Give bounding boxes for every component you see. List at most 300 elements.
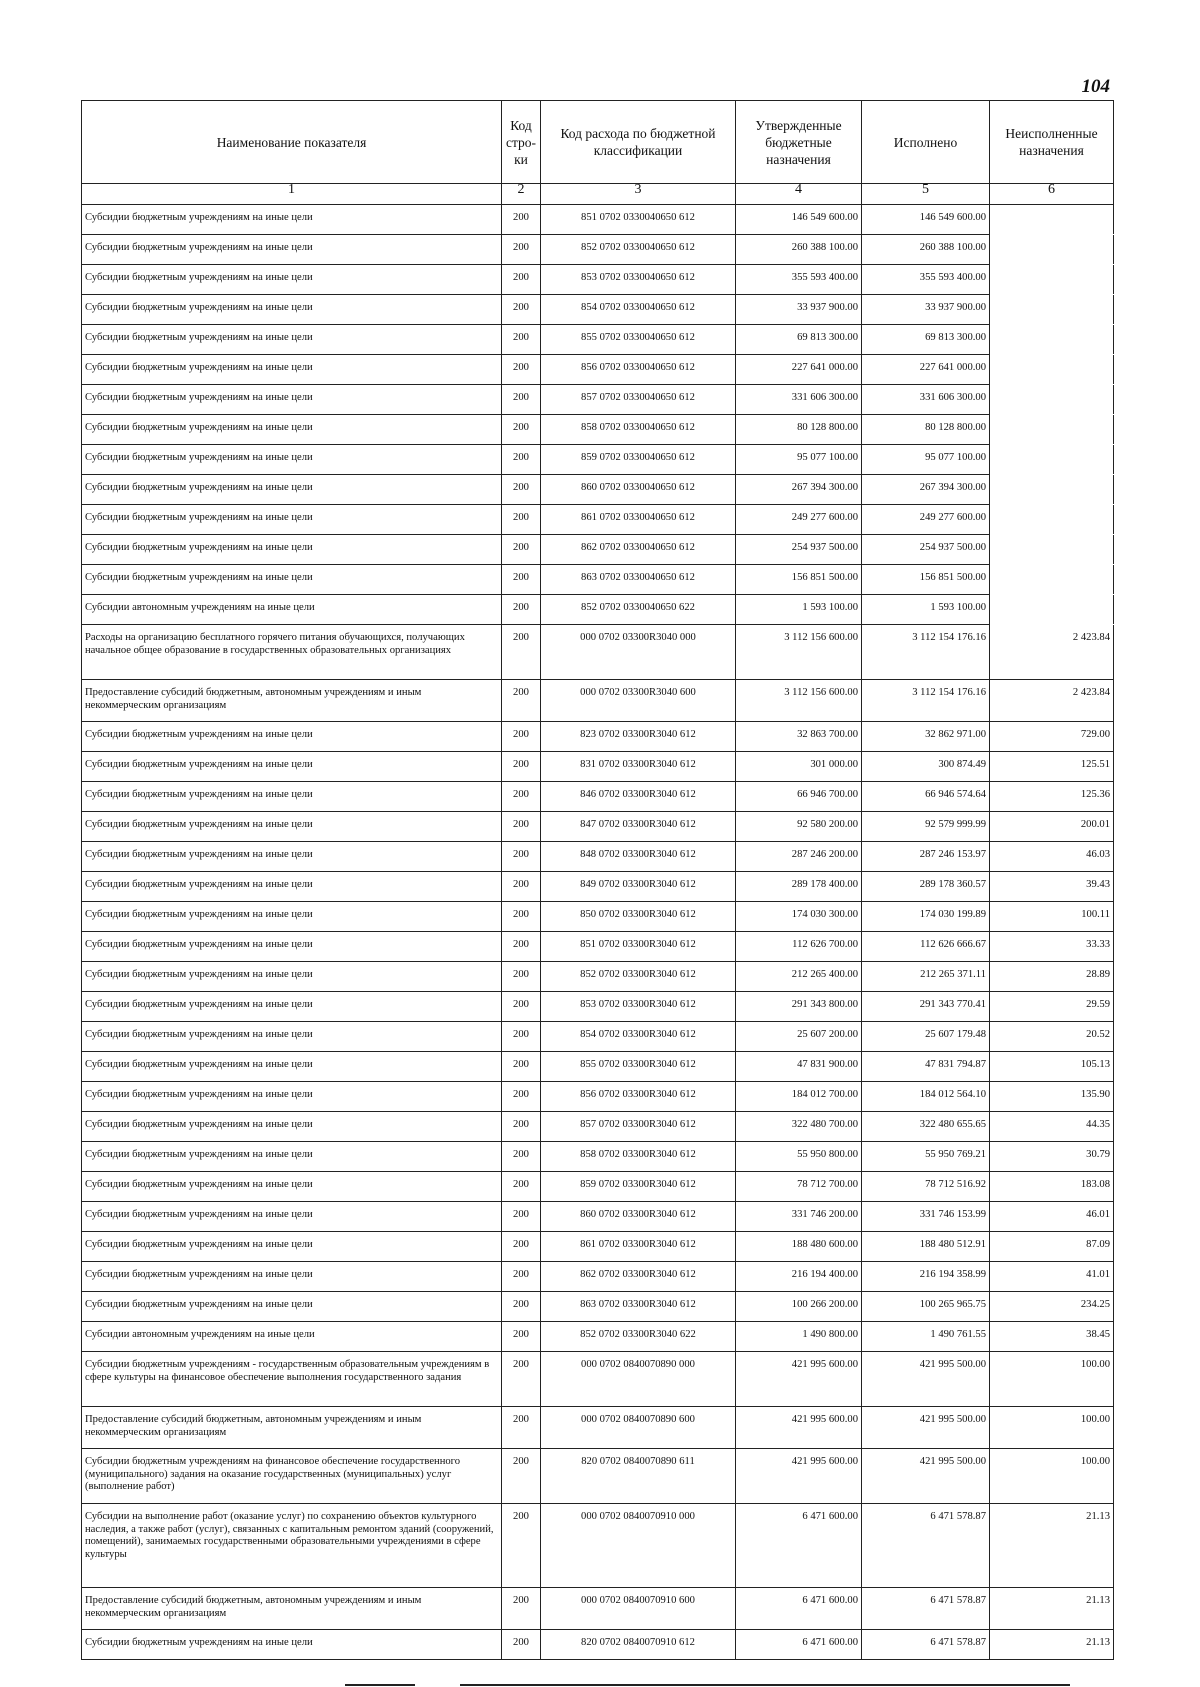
table-row bbox=[82, 595, 1114, 625]
row-executed-cell: 32 862 971.00 bbox=[862, 722, 990, 752]
table-row bbox=[82, 265, 1114, 295]
row-approved-cell: 331 606 300.00 bbox=[736, 385, 862, 415]
row-executed-cell: 287 246 153.97 bbox=[862, 842, 990, 872]
row-unexecuted-cell: 33.33 bbox=[990, 932, 1114, 962]
row-unexecuted-cell: 100.00 bbox=[990, 1449, 1114, 1504]
row-line-code-cell: 200 bbox=[502, 295, 541, 325]
row-executed-cell: 55 950 769.21 bbox=[862, 1142, 990, 1172]
row-executed-cell: 3 112 154 176.16 bbox=[862, 680, 990, 722]
row-approved-cell: 421 995 600.00 bbox=[736, 1352, 862, 1407]
table-row bbox=[82, 1630, 1114, 1660]
row-expense-code-cell: 860 0702 0330040650 612 bbox=[541, 475, 736, 505]
row-expense-code-cell: 852 0702 0330040650 622 bbox=[541, 595, 736, 625]
row-expense-code-cell: 855 0702 0330040650 612 bbox=[541, 325, 736, 355]
row-unexecuted-cell: 46.01 bbox=[990, 1202, 1114, 1232]
row-unexecuted-cell bbox=[990, 535, 1114, 565]
row-unexecuted-cell: 2 423.84 bbox=[990, 625, 1114, 680]
row-executed-cell: 33 937 900.00 bbox=[862, 295, 990, 325]
row-executed-cell: 25 607 179.48 bbox=[862, 1022, 990, 1052]
row-executed-cell: 355 593 400.00 bbox=[862, 265, 990, 295]
row-name-cell: Субсидии бюджетным учреждениям на иные цели bbox=[82, 1202, 502, 1232]
row-expense-code-cell: 858 0702 03300R3040 612 bbox=[541, 1142, 736, 1172]
row-approved-cell: 80 128 800.00 bbox=[736, 415, 862, 445]
header-executed: Исполнено bbox=[862, 101, 990, 184]
row-expense-code-cell: 854 0702 03300R3040 612 bbox=[541, 1022, 736, 1052]
row-expense-code-cell: 862 0702 03300R3040 612 bbox=[541, 1262, 736, 1292]
row-approved-cell: 100 266 200.00 bbox=[736, 1292, 862, 1322]
row-unexecuted-cell: 100.11 bbox=[990, 902, 1114, 932]
row-name-cell: Субсидии бюджетным учреждениям на финансовое обеспечение государственного (муниципального) задания на оказание государственных (муниципальных) услуг (выполнение работ) bbox=[82, 1449, 502, 1504]
row-approved-cell: 33 937 900.00 bbox=[736, 295, 862, 325]
table-row bbox=[82, 205, 1114, 235]
row-approved-cell: 291 343 800.00 bbox=[736, 992, 862, 1022]
row-unexecuted-cell: 20.52 bbox=[990, 1022, 1114, 1052]
row-line-code-cell: 200 bbox=[502, 1202, 541, 1232]
row-approved-cell: 69 813 300.00 bbox=[736, 325, 862, 355]
row-unexecuted-cell: 41.01 bbox=[990, 1262, 1114, 1292]
row-expense-code-cell: 852 0702 0330040650 612 bbox=[541, 235, 736, 265]
row-approved-cell: 146 549 600.00 bbox=[736, 205, 862, 235]
row-line-code-cell: 200 bbox=[502, 1504, 541, 1588]
table-row bbox=[82, 1292, 1114, 1322]
row-line-code-cell: 200 bbox=[502, 1172, 541, 1202]
row-name-cell: Субсидии бюджетным учреждениям - государственным образовательным учреждениям в сфере культуры на финансовое обеспечение выполнения государственного задания bbox=[82, 1352, 502, 1407]
row-expense-code-cell: 000 0702 03300R3040 000 bbox=[541, 625, 736, 680]
row-expense-code-cell: 862 0702 0330040650 612 bbox=[541, 535, 736, 565]
row-name-cell: Субсидии бюджетным учреждениям на иные цели bbox=[82, 1262, 502, 1292]
row-executed-cell: 267 394 300.00 bbox=[862, 475, 990, 505]
row-approved-cell: 216 194 400.00 bbox=[736, 1262, 862, 1292]
row-approved-cell: 6 471 600.00 bbox=[736, 1504, 862, 1588]
row-expense-code-cell: 859 0702 03300R3040 612 bbox=[541, 1172, 736, 1202]
row-expense-code-cell: 853 0702 03300R3040 612 bbox=[541, 992, 736, 1022]
table-row bbox=[82, 1322, 1114, 1352]
row-line-code-cell: 200 bbox=[502, 1407, 541, 1449]
row-line-code-cell: 200 bbox=[502, 752, 541, 782]
row-executed-cell: 80 128 800.00 bbox=[862, 415, 990, 445]
row-unexecuted-cell: 125.36 bbox=[990, 782, 1114, 812]
table-row bbox=[82, 680, 1114, 722]
row-line-code-cell: 200 bbox=[502, 415, 541, 445]
table-row bbox=[82, 625, 1114, 680]
row-name-cell: Субсидии бюджетным учреждениям на иные цели bbox=[82, 325, 502, 355]
row-executed-cell: 291 343 770.41 bbox=[862, 992, 990, 1022]
row-line-code-cell: 200 bbox=[502, 325, 541, 355]
row-line-code-cell: 200 bbox=[502, 932, 541, 962]
row-approved-cell: 322 480 700.00 bbox=[736, 1112, 862, 1142]
row-expense-code-cell: 852 0702 03300R3040 612 bbox=[541, 962, 736, 992]
row-line-code-cell: 200 bbox=[502, 962, 541, 992]
row-expense-code-cell: 000 0702 0840070890 000 bbox=[541, 1352, 736, 1407]
table-header-row bbox=[82, 101, 1114, 184]
row-executed-cell: 100 265 965.75 bbox=[862, 1292, 990, 1322]
row-line-code-cell: 200 bbox=[502, 1262, 541, 1292]
row-approved-cell: 156 851 500.00 bbox=[736, 565, 862, 595]
table-row bbox=[82, 1407, 1114, 1449]
column-number: 5 bbox=[862, 184, 990, 205]
row-expense-code-cell: 849 0702 03300R3040 612 bbox=[541, 872, 736, 902]
row-expense-code-cell: 820 0702 0840070890 611 bbox=[541, 1449, 736, 1504]
row-unexecuted-cell: 21.13 bbox=[990, 1630, 1114, 1660]
row-line-code-cell: 200 bbox=[502, 1052, 541, 1082]
header-line-code: Код стро-ки bbox=[502, 101, 541, 184]
budget-execution-table bbox=[81, 100, 1114, 1660]
row-unexecuted-cell: 729.00 bbox=[990, 722, 1114, 752]
row-expense-code-cell: 856 0702 0330040650 612 bbox=[541, 355, 736, 385]
row-executed-cell: 249 277 600.00 bbox=[862, 505, 990, 535]
row-name-cell: Субсидии бюджетным учреждениям на иные цели bbox=[82, 205, 502, 235]
row-name-cell: Субсидии бюджетным учреждениям на иные цели bbox=[82, 295, 502, 325]
row-executed-cell: 156 851 500.00 bbox=[862, 565, 990, 595]
row-name-cell: Субсидии на выполнение работ (оказание услуг) по сохранению объектов культурного наследия, а также работ (услуг), связанных с капитальным ремонтом зданий (сооружений, помещений), занимаемых государственными образовательными учреждениями в сфере культуры bbox=[82, 1504, 502, 1588]
row-approved-cell: 355 593 400.00 bbox=[736, 265, 862, 295]
row-executed-cell: 6 471 578.87 bbox=[862, 1504, 990, 1588]
row-expense-code-cell: 823 0702 03300R3040 612 bbox=[541, 722, 736, 752]
scan-artifact-line bbox=[345, 1684, 415, 1686]
table-row bbox=[82, 782, 1114, 812]
row-name-cell: Субсидии бюджетным учреждениям на иные цели bbox=[82, 1292, 502, 1322]
row-executed-cell: 66 946 574.64 bbox=[862, 782, 990, 812]
row-executed-cell: 260 388 100.00 bbox=[862, 235, 990, 265]
row-unexecuted-cell: 100.00 bbox=[990, 1407, 1114, 1449]
table-row bbox=[82, 295, 1114, 325]
row-name-cell: Предоставление субсидий бюджетным, автономным учреждениям и иным некоммерческим организациям bbox=[82, 680, 502, 722]
row-executed-cell: 92 579 999.99 bbox=[862, 812, 990, 842]
row-line-code-cell: 200 bbox=[502, 1082, 541, 1112]
column-number-row bbox=[82, 184, 1114, 205]
row-line-code-cell: 200 bbox=[502, 782, 541, 812]
row-line-code-cell: 200 bbox=[502, 992, 541, 1022]
table-row bbox=[82, 505, 1114, 535]
row-approved-cell: 421 995 600.00 bbox=[736, 1449, 862, 1504]
table-row bbox=[82, 475, 1114, 505]
row-line-code-cell: 200 bbox=[502, 1232, 541, 1262]
table-row bbox=[82, 1352, 1114, 1407]
row-unexecuted-cell: 87.09 bbox=[990, 1232, 1114, 1262]
row-name-cell: Субсидии бюджетным учреждениям на иные цели bbox=[82, 1630, 502, 1660]
row-line-code-cell: 200 bbox=[502, 535, 541, 565]
row-name-cell: Предоставление субсидий бюджетным, автономным учреждениям и иным некоммерческим организациям bbox=[82, 1407, 502, 1449]
row-line-code-cell: 200 bbox=[502, 872, 541, 902]
row-unexecuted-cell bbox=[990, 415, 1114, 445]
row-unexecuted-cell bbox=[990, 505, 1114, 535]
row-unexecuted-cell: 234.25 bbox=[990, 1292, 1114, 1322]
row-unexecuted-cell: 44.35 bbox=[990, 1112, 1114, 1142]
table-row bbox=[82, 535, 1114, 565]
row-unexecuted-cell: 39.43 bbox=[990, 872, 1114, 902]
row-name-cell: Субсидии бюджетным учреждениям на иные цели bbox=[82, 385, 502, 415]
row-unexecuted-cell bbox=[990, 295, 1114, 325]
table-row bbox=[82, 565, 1114, 595]
row-executed-cell: 331 606 300.00 bbox=[862, 385, 990, 415]
row-approved-cell: 95 077 100.00 bbox=[736, 445, 862, 475]
row-executed-cell: 322 480 655.65 bbox=[862, 1112, 990, 1142]
row-name-cell: Субсидии бюджетным учреждениям на иные цели bbox=[82, 932, 502, 962]
row-line-code-cell: 200 bbox=[502, 385, 541, 415]
row-expense-code-cell: 850 0702 03300R3040 612 bbox=[541, 902, 736, 932]
table-row bbox=[82, 1504, 1114, 1588]
row-unexecuted-cell: 21.13 bbox=[990, 1588, 1114, 1630]
row-line-code-cell: 200 bbox=[502, 595, 541, 625]
row-name-cell: Субсидии бюджетным учреждениям на иные цели bbox=[82, 1232, 502, 1262]
table-body bbox=[82, 205, 1114, 1660]
row-line-code-cell: 200 bbox=[502, 1292, 541, 1322]
row-expense-code-cell: 857 0702 0330040650 612 bbox=[541, 385, 736, 415]
row-executed-cell: 1 593 100.00 bbox=[862, 595, 990, 625]
table-row bbox=[82, 1172, 1114, 1202]
row-line-code-cell: 200 bbox=[502, 445, 541, 475]
row-approved-cell: 112 626 700.00 bbox=[736, 932, 862, 962]
header-approved: Утвержденные бюджетные назначения bbox=[736, 101, 862, 184]
table-row bbox=[82, 415, 1114, 445]
row-executed-cell: 3 112 154 176.16 bbox=[862, 625, 990, 680]
row-expense-code-cell: 000 0702 0840070890 600 bbox=[541, 1407, 736, 1449]
row-line-code-cell: 200 bbox=[502, 1352, 541, 1407]
table-row bbox=[82, 1112, 1114, 1142]
header-name: Наименование показателя bbox=[82, 101, 502, 184]
row-unexecuted-cell: 2 423.84 bbox=[990, 680, 1114, 722]
row-approved-cell: 6 471 600.00 bbox=[736, 1588, 862, 1630]
row-executed-cell: 47 831 794.87 bbox=[862, 1052, 990, 1082]
row-name-cell: Субсидии бюджетным учреждениям на иные цели bbox=[82, 475, 502, 505]
row-unexecuted-cell: 46.03 bbox=[990, 842, 1114, 872]
table-row bbox=[82, 902, 1114, 932]
row-expense-code-cell: 863 0702 0330040650 612 bbox=[541, 565, 736, 595]
row-expense-code-cell: 854 0702 0330040650 612 bbox=[541, 295, 736, 325]
row-approved-cell: 1 593 100.00 bbox=[736, 595, 862, 625]
row-approved-cell: 254 937 500.00 bbox=[736, 535, 862, 565]
row-approved-cell: 289 178 400.00 bbox=[736, 872, 862, 902]
row-unexecuted-cell: 38.45 bbox=[990, 1322, 1114, 1352]
row-executed-cell: 254 937 500.00 bbox=[862, 535, 990, 565]
row-name-cell: Субсидии бюджетным учреждениям на иные цели bbox=[82, 1112, 502, 1142]
row-expense-code-cell: 851 0702 0330040650 612 bbox=[541, 205, 736, 235]
row-executed-cell: 78 712 516.92 bbox=[862, 1172, 990, 1202]
row-executed-cell: 184 012 564.10 bbox=[862, 1082, 990, 1112]
row-approved-cell: 421 995 600.00 bbox=[736, 1407, 862, 1449]
row-approved-cell: 212 265 400.00 bbox=[736, 962, 862, 992]
row-executed-cell: 421 995 500.00 bbox=[862, 1352, 990, 1407]
row-executed-cell: 6 471 578.87 bbox=[862, 1588, 990, 1630]
row-name-cell: Субсидии бюджетным учреждениям на иные цели bbox=[82, 782, 502, 812]
row-unexecuted-cell: 21.13 bbox=[990, 1504, 1114, 1588]
row-approved-cell: 267 394 300.00 bbox=[736, 475, 862, 505]
row-expense-code-cell: 855 0702 03300R3040 612 bbox=[541, 1052, 736, 1082]
row-approved-cell: 260 388 100.00 bbox=[736, 235, 862, 265]
row-line-code-cell: 200 bbox=[502, 1630, 541, 1660]
row-line-code-cell: 200 bbox=[502, 265, 541, 295]
row-executed-cell: 69 813 300.00 bbox=[862, 325, 990, 355]
row-line-code-cell: 200 bbox=[502, 205, 541, 235]
row-line-code-cell: 200 bbox=[502, 475, 541, 505]
header-unexecuted: Неисполненные назначения bbox=[990, 101, 1114, 184]
row-line-code-cell: 200 bbox=[502, 1449, 541, 1504]
row-unexecuted-cell bbox=[990, 385, 1114, 415]
row-unexecuted-cell bbox=[990, 595, 1114, 625]
row-name-cell: Субсидии бюджетным учреждениям на иные цели bbox=[82, 902, 502, 932]
row-line-code-cell: 200 bbox=[502, 625, 541, 680]
row-expense-code-cell: 853 0702 0330040650 612 bbox=[541, 265, 736, 295]
row-name-cell: Субсидии бюджетным учреждениям на иные цели bbox=[82, 535, 502, 565]
row-name-cell: Субсидии автономным учреждениям на иные цели bbox=[82, 1322, 502, 1352]
row-expense-code-cell: 847 0702 03300R3040 612 bbox=[541, 812, 736, 842]
page-number: 104 bbox=[1081, 76, 1110, 97]
row-name-cell: Субсидии бюджетным учреждениям на иные цели bbox=[82, 812, 502, 842]
row-approved-cell: 184 012 700.00 bbox=[736, 1082, 862, 1112]
row-line-code-cell: 200 bbox=[502, 902, 541, 932]
row-name-cell: Субсидии бюджетным учреждениям на иные цели bbox=[82, 1172, 502, 1202]
row-expense-code-cell: 820 0702 0840070910 612 bbox=[541, 1630, 736, 1660]
row-expense-code-cell: 831 0702 03300R3040 612 bbox=[541, 752, 736, 782]
row-expense-code-cell: 848 0702 03300R3040 612 bbox=[541, 842, 736, 872]
scan-artifact-line bbox=[460, 1684, 1070, 1686]
table-row bbox=[82, 1142, 1114, 1172]
row-line-code-cell: 200 bbox=[502, 565, 541, 595]
row-name-cell: Субсидии бюджетным учреждениям на иные цели bbox=[82, 1082, 502, 1112]
row-expense-code-cell: 857 0702 03300R3040 612 bbox=[541, 1112, 736, 1142]
row-executed-cell: 146 549 600.00 bbox=[862, 205, 990, 235]
table-row bbox=[82, 1022, 1114, 1052]
row-unexecuted-cell: 183.08 bbox=[990, 1172, 1114, 1202]
row-executed-cell: 188 480 512.91 bbox=[862, 1232, 990, 1262]
row-name-cell: Субсидии бюджетным учреждениям на иные цели bbox=[82, 1142, 502, 1172]
row-approved-cell: 174 030 300.00 bbox=[736, 902, 862, 932]
row-expense-code-cell: 861 0702 03300R3040 612 bbox=[541, 1232, 736, 1262]
row-executed-cell: 421 995 500.00 bbox=[862, 1449, 990, 1504]
row-line-code-cell: 200 bbox=[502, 1322, 541, 1352]
row-approved-cell: 6 471 600.00 bbox=[736, 1630, 862, 1660]
row-executed-cell: 216 194 358.99 bbox=[862, 1262, 990, 1292]
row-name-cell: Субсидии бюджетным учреждениям на иные цели bbox=[82, 842, 502, 872]
row-approved-cell: 3 112 156 600.00 bbox=[736, 680, 862, 722]
row-executed-cell: 289 178 360.57 bbox=[862, 872, 990, 902]
row-executed-cell: 421 995 500.00 bbox=[862, 1407, 990, 1449]
row-name-cell: Субсидии бюджетным учреждениям на иные цели bbox=[82, 265, 502, 295]
row-expense-code-cell: 000 0702 0840070910 000 bbox=[541, 1504, 736, 1588]
table-row bbox=[82, 235, 1114, 265]
row-approved-cell: 25 607 200.00 bbox=[736, 1022, 862, 1052]
row-unexecuted-cell: 135.90 bbox=[990, 1082, 1114, 1112]
table-row bbox=[82, 1052, 1114, 1082]
table-row bbox=[82, 1588, 1114, 1630]
table-row bbox=[82, 992, 1114, 1022]
row-unexecuted-cell bbox=[990, 445, 1114, 475]
table-row bbox=[82, 722, 1114, 752]
row-approved-cell: 249 277 600.00 bbox=[736, 505, 862, 535]
row-approved-cell: 331 746 200.00 bbox=[736, 1202, 862, 1232]
table-row bbox=[82, 355, 1114, 385]
row-line-code-cell: 200 bbox=[502, 842, 541, 872]
row-name-cell: Субсидии бюджетным учреждениям на иные цели bbox=[82, 1022, 502, 1052]
row-approved-cell: 32 863 700.00 bbox=[736, 722, 862, 752]
row-approved-cell: 188 480 600.00 bbox=[736, 1232, 862, 1262]
row-name-cell: Субсидии бюджетным учреждениям на иные цели bbox=[82, 962, 502, 992]
row-line-code-cell: 200 bbox=[502, 1112, 541, 1142]
row-approved-cell: 3 112 156 600.00 bbox=[736, 625, 862, 680]
row-expense-code-cell: 860 0702 03300R3040 612 bbox=[541, 1202, 736, 1232]
row-expense-code-cell: 852 0702 03300R3040 622 bbox=[541, 1322, 736, 1352]
table-row bbox=[82, 1082, 1114, 1112]
row-executed-cell: 1 490 761.55 bbox=[862, 1322, 990, 1352]
row-executed-cell: 6 471 578.87 bbox=[862, 1630, 990, 1660]
row-unexecuted-cell bbox=[990, 565, 1114, 595]
row-unexecuted-cell: 28.89 bbox=[990, 962, 1114, 992]
row-unexecuted-cell: 125.51 bbox=[990, 752, 1114, 782]
table-row bbox=[82, 325, 1114, 355]
row-line-code-cell: 200 bbox=[502, 722, 541, 752]
row-line-code-cell: 200 bbox=[502, 235, 541, 265]
row-expense-code-cell: 000 0702 0840070910 600 bbox=[541, 1588, 736, 1630]
row-name-cell: Субсидии бюджетным учреждениям на иные цели bbox=[82, 752, 502, 782]
row-unexecuted-cell: 29.59 bbox=[990, 992, 1114, 1022]
row-expense-code-cell: 000 0702 03300R3040 600 bbox=[541, 680, 736, 722]
row-expense-code-cell: 846 0702 03300R3040 612 bbox=[541, 782, 736, 812]
table-row bbox=[82, 1232, 1114, 1262]
row-expense-code-cell: 856 0702 03300R3040 612 bbox=[541, 1082, 736, 1112]
row-executed-cell: 227 641 000.00 bbox=[862, 355, 990, 385]
row-line-code-cell: 200 bbox=[502, 1022, 541, 1052]
table-row bbox=[82, 1202, 1114, 1232]
row-approved-cell: 78 712 700.00 bbox=[736, 1172, 862, 1202]
column-number: 2 bbox=[502, 184, 541, 205]
table-row bbox=[82, 1262, 1114, 1292]
row-expense-code-cell: 859 0702 0330040650 612 bbox=[541, 445, 736, 475]
row-name-cell: Субсидии бюджетным учреждениям на иные цели bbox=[82, 565, 502, 595]
row-name-cell: Субсидии бюджетным учреждениям на иные цели bbox=[82, 505, 502, 535]
table-row bbox=[82, 1449, 1114, 1504]
row-unexecuted-cell bbox=[990, 235, 1114, 265]
table-row bbox=[82, 872, 1114, 902]
row-unexecuted-cell: 30.79 bbox=[990, 1142, 1114, 1172]
row-unexecuted-cell: 200.01 bbox=[990, 812, 1114, 842]
row-unexecuted-cell bbox=[990, 475, 1114, 505]
row-name-cell: Субсидии бюджетным учреждениям на иные цели bbox=[82, 445, 502, 475]
header-expense-code: Код расхода по бюджетной классификации bbox=[541, 101, 736, 184]
row-name-cell: Расходы на организацию бесплатного горячего питания обучающихся, получающих начальное общее образование в государственных образовательных организациях bbox=[82, 625, 502, 680]
row-name-cell: Субсидии бюджетным учреждениям на иные цели bbox=[82, 355, 502, 385]
row-unexecuted-cell bbox=[990, 265, 1114, 295]
row-approved-cell: 47 831 900.00 bbox=[736, 1052, 862, 1082]
row-name-cell: Субсидии бюджетным учреждениям на иные цели bbox=[82, 722, 502, 752]
row-line-code-cell: 200 bbox=[502, 1142, 541, 1172]
row-line-code-cell: 200 bbox=[502, 505, 541, 535]
row-unexecuted-cell bbox=[990, 205, 1114, 235]
table-row bbox=[82, 812, 1114, 842]
row-name-cell: Субсидии бюджетным учреждениям на иные цели bbox=[82, 235, 502, 265]
row-line-code-cell: 200 bbox=[502, 680, 541, 722]
row-executed-cell: 95 077 100.00 bbox=[862, 445, 990, 475]
table-row bbox=[82, 962, 1114, 992]
row-executed-cell: 112 626 666.67 bbox=[862, 932, 990, 962]
table-row bbox=[82, 752, 1114, 782]
column-number: 3 bbox=[541, 184, 736, 205]
row-unexecuted-cell: 100.00 bbox=[990, 1352, 1114, 1407]
row-executed-cell: 331 746 153.99 bbox=[862, 1202, 990, 1232]
row-approved-cell: 92 580 200.00 bbox=[736, 812, 862, 842]
column-number: 6 bbox=[990, 184, 1114, 205]
row-name-cell: Субсидии бюджетным учреждениям на иные цели bbox=[82, 992, 502, 1022]
table-row bbox=[82, 932, 1114, 962]
row-unexecuted-cell bbox=[990, 325, 1114, 355]
row-executed-cell: 300 874.49 bbox=[862, 752, 990, 782]
row-approved-cell: 227 641 000.00 bbox=[736, 355, 862, 385]
row-executed-cell: 174 030 199.89 bbox=[862, 902, 990, 932]
row-line-code-cell: 200 bbox=[502, 812, 541, 842]
row-name-cell: Субсидии автономным учреждениям на иные цели bbox=[82, 595, 502, 625]
row-unexecuted-cell: 105.13 bbox=[990, 1052, 1114, 1082]
row-name-cell: Субсидии бюджетным учреждениям на иные цели bbox=[82, 415, 502, 445]
column-number: 1 bbox=[82, 184, 502, 205]
